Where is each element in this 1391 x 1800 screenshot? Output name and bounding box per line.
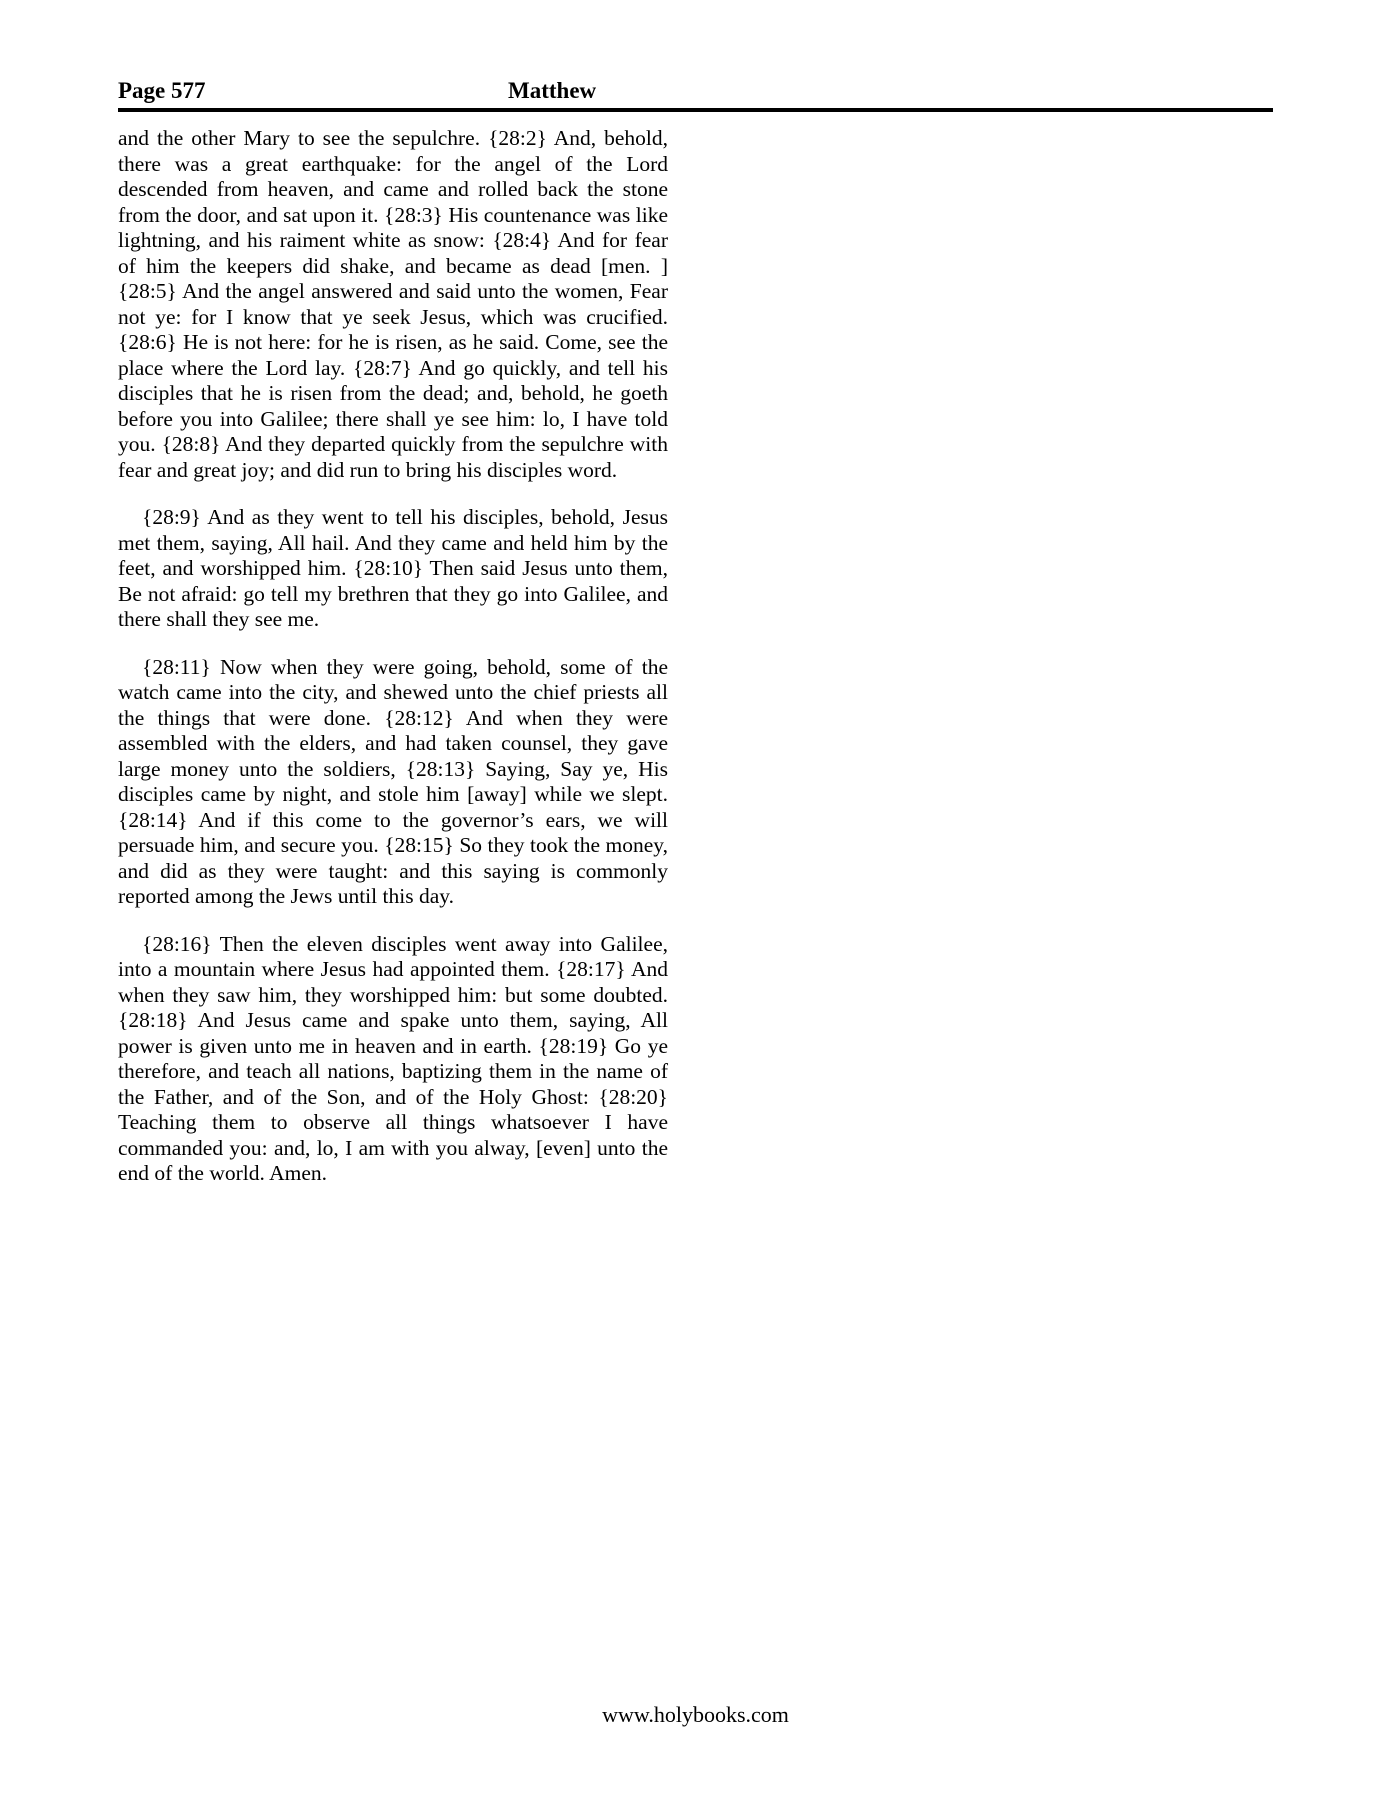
paragraph: and the other Mary to see the sepulchre. {28:2} And, behold, there was a great earthquake: for the angel of the Lord descended from heaven, and came and rolled back the stone from the door, and sat upon it. {28:3} His countenance was like lightning, and his raiment white as snow: {28:4} And for fear of him the keepers did shake, and became as dead [men. ]{28:5} And the angel answered and said unto the women, Fear not ye: for I know that ye seek Jesus, which was crucified. {28:6} He is not here: for he is risen, as he said. Come, see the place where the Lord lay. {28:7} And go quickly, and tell his disciples that he is risen from the dead; and, behold, he goeth before you into Galilee; there shall ye see him: lo, I have told you. {28:8} And they departed quickly from the sepulchre with fear and great joy; and did run to bring his disciples word. bbox=[118, 126, 668, 482]
page-footer bbox=[0, 1702, 1391, 1728]
paragraph: {28:9} And as they went to tell his disciples, behold, Jesus met them, saying, All hail. And they came and held him by the feet, and worshipped him. {28:10} Then said Jesus unto them, Be not afraid: go tell my brethren that they go into Galilee, and there shall they see me. bbox=[118, 505, 668, 631]
footer-url: www.holybooks.com bbox=[602, 1702, 789, 1727]
paragraph: {28:16} Then the eleven disciples went away into Galilee, into a mountain where Jesus had appointed them. {28:17} And when they saw him, they worshipped him: but some doubted. {28:18} And Jesus came and spake unto them, saying, All power is given unto me in heaven and in earth. {28:19} Go ye therefore, and teach all nations, baptizing them in the name of the Father, and of the Son, and of the Holy Ghost: {28:20} Teaching them to observe all things whatsoever I have commanded you: and, lo, I am with you alway, [even] unto the end of the world. Amen. bbox=[118, 931, 668, 1185]
book-title: Matthew bbox=[508, 78, 597, 103]
text-column bbox=[118, 126, 668, 1209]
header-divider bbox=[118, 108, 1273, 112]
paragraph: {28:11} Now when they were going, behold, some of the watch came into the city, and shewed unto the chief priests all the things that were done. {28:12} And when they were assembled with the elders, and had taken counsel, they gave large money unto the soldiers, {28:13} Saying, Say ye, His disciples came by night, and stole him [away] while we slept. {28:14} And if this come to the governor’s ears, we will persuade him, and secure you. {28:15} So they took the money, and did as they were taught: and this saying is commonly reported among the Jews until this day. bbox=[118, 654, 668, 908]
page-number-label: Page 577 bbox=[118, 78, 206, 103]
page-header bbox=[118, 78, 1273, 104]
